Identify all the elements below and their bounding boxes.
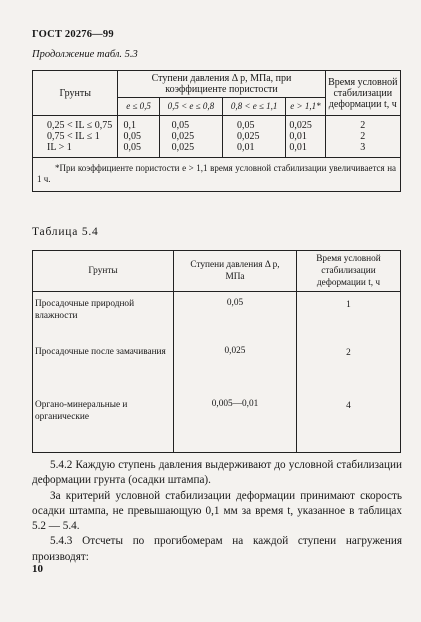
table-5-4-title: Таблица 5.4 xyxy=(32,226,99,238)
header-time: Время условной стабилизации деформации t, ч xyxy=(297,251,401,292)
header-soils: Грунты xyxy=(33,71,118,116)
subheader-e2: 0,5 < e ≤ 0,8 xyxy=(159,98,222,116)
table-cell-value: 0,025 xyxy=(237,131,260,142)
paragraph: 5.4.3 Отсчеты по прогибомерам на каждой ступени нагружения производят: xyxy=(32,535,402,563)
table-cell-value: 0,01 xyxy=(289,142,307,153)
page-number: 10 xyxy=(32,563,43,575)
table-cell-value: 0,1 xyxy=(123,120,136,131)
subheader-e1: e ≤ 0,5 xyxy=(118,98,159,116)
table-5-3 xyxy=(32,70,401,192)
table-cell-time: 1 xyxy=(346,300,351,310)
table-cell-value: 0,025 xyxy=(289,120,312,131)
table-cell-value: 0,05 xyxy=(171,120,190,131)
table-cell-time: 3 xyxy=(360,142,366,153)
table-cell-value: 0,025 xyxy=(171,131,195,142)
table-cell-soil: Органо-минеральные и органические xyxy=(35,400,128,422)
subheader-e4: e > 1,1* xyxy=(286,98,325,116)
table-cell-time: 2 xyxy=(346,348,351,358)
subheader-e3: 0,8 < e ≤ 1,1 xyxy=(223,98,286,116)
table-cell-pressure: 0,005—0,01 xyxy=(211,399,259,409)
table-cell-soil: Просадочные после замачивания xyxy=(35,347,166,357)
table-cell-value: 0,025 xyxy=(171,142,195,153)
table-cell-soil: Просадочные природной влажности xyxy=(35,299,135,321)
document-header: ГОСТ 20276—99 xyxy=(32,29,114,40)
table-cell-time: 2 xyxy=(360,120,366,131)
table-cell-soil: 0,75 < IL ≤ 1 xyxy=(47,131,100,142)
table-5-4 xyxy=(32,250,401,453)
header-pressure: Ступени давления Δ p, МПа xyxy=(174,251,297,292)
table-cell-time: 4 xyxy=(346,401,351,411)
table-cell-soil: 0,25 < IL ≤ 0,75 xyxy=(47,120,113,131)
table-cell-pressure: 0,05 xyxy=(226,298,244,308)
table-cell-value: 0,05 xyxy=(123,131,141,142)
table-cell-soil: IL > 1 xyxy=(47,142,72,153)
header-time: Время условной стабилизации деформации t, ч xyxy=(325,71,400,116)
table-cell-time: 2 xyxy=(360,131,366,142)
table-cell-value: 0,05 xyxy=(237,120,255,131)
body-text xyxy=(32,458,402,565)
table-cell-pressure: 0,025 xyxy=(224,346,246,356)
header-soils: Грунты xyxy=(33,251,174,292)
paragraph: 5.4.2 Каждую ступень давления выдерживают до условной стабилизации деформации грунта (осадки штампа). xyxy=(32,459,402,487)
header-pressure: Ступени давления Δ p, МПа, при коэффициенте пористости xyxy=(118,71,325,98)
table-cell-value: 0,01 xyxy=(289,131,307,142)
table-footnote: *При коэффициенте пористости e > 1,1 время условной стабилизации увеличивается на 1 ч. xyxy=(33,158,401,192)
table-continuation-label: Продолжение табл. 5.3 xyxy=(32,49,138,60)
table-cell-value: 0,05 xyxy=(123,142,141,153)
paragraph: За критерий условной стабилизации деформации принимают скорость осадки штампа, не превышающую 0,1 мм за время t, указанное в таблицах 5.2 — 5.4. xyxy=(32,489,402,533)
table-cell-value: 0,01 xyxy=(237,142,255,153)
